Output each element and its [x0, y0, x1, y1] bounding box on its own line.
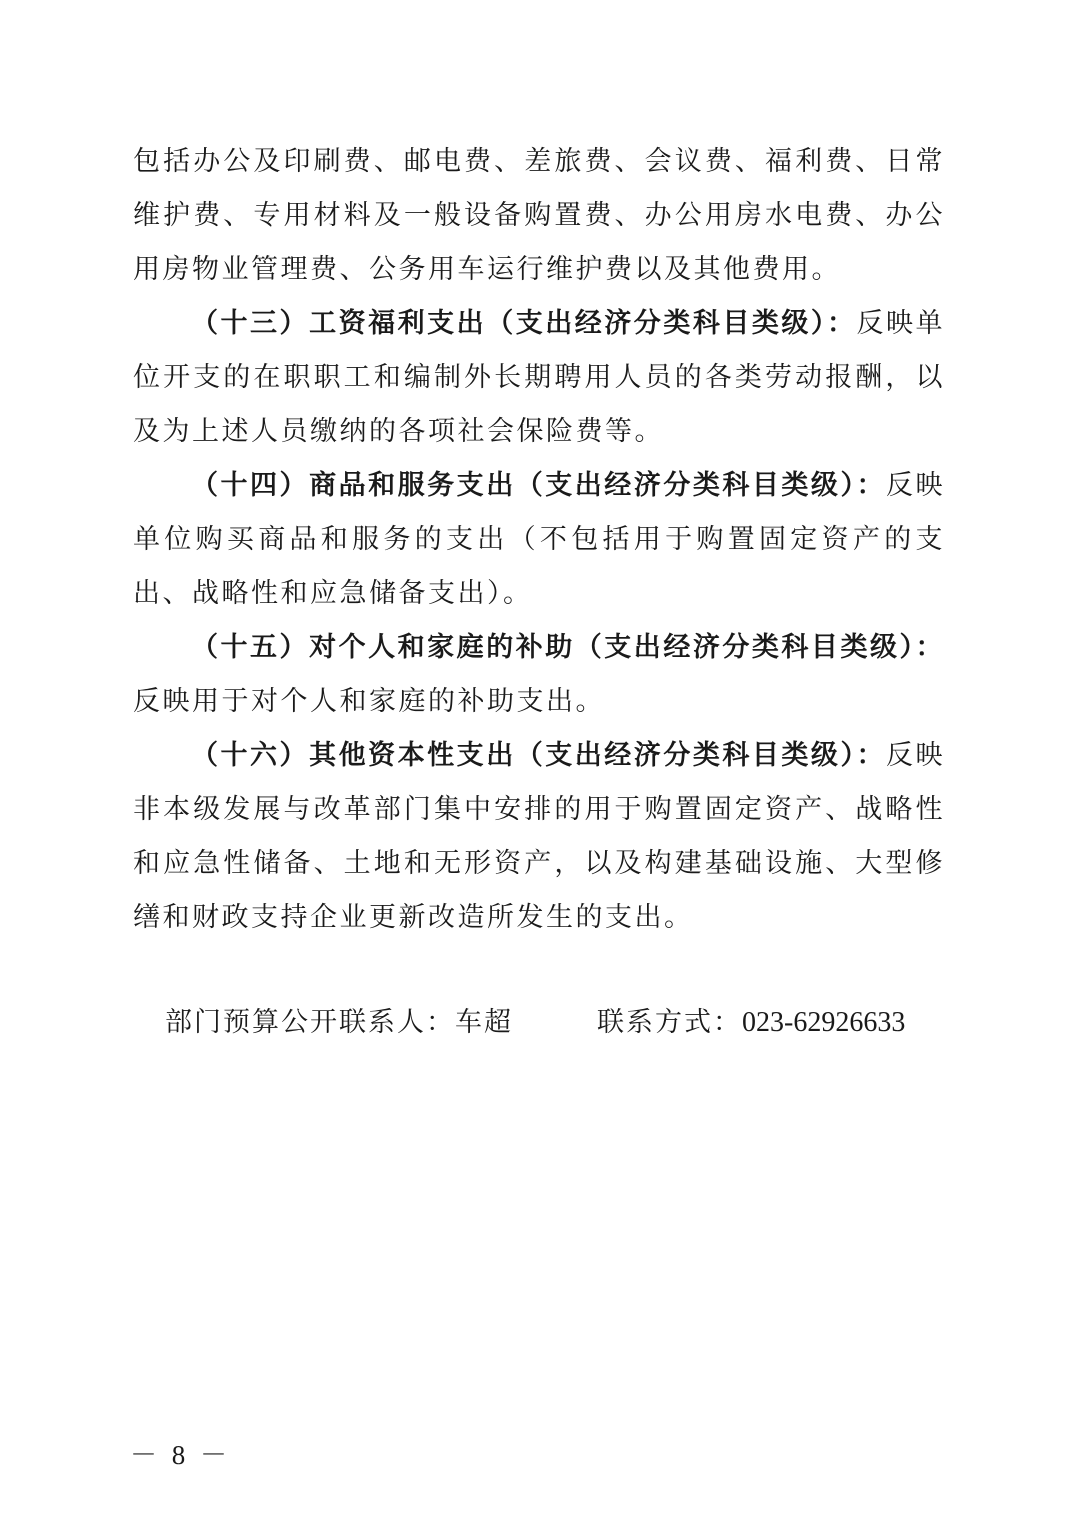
contact-line: [165, 996, 945, 1050]
contact-person-name: 车超: [455, 1007, 513, 1038]
paragraph-goods-services: [133, 459, 945, 621]
contact-phone: [597, 1007, 905, 1038]
paragraph-text: 反映单位开支的在职职工和编制外长期聘用人员的各类劳动报酬，以及为上述人员缴纳的各项社会保险费等。: [133, 308, 946, 447]
paragraph-wage-welfare: [133, 297, 945, 459]
contact-phone-value: 023-62926633: [742, 1007, 906, 1038]
paragraph-continued-expenses: [133, 135, 945, 297]
paragraph-text: 反映非本级发展与改革部门集中安排的用于购置固定资产、战略性和应急性储备、土地和无形资产，以及构建基础设施、大型修缮和财政支持企业更新改造所发生的支出。: [133, 740, 946, 933]
paragraph-text: 反映用于对个人和家庭的补助支出。: [133, 686, 605, 717]
paragraph-heading: （十五）对个人和家庭的补助（支出经济分类科目类级）：: [191, 632, 945, 663]
paragraph-heading: （十三）工资福利支出（支出经济分类科目类级）：: [191, 308, 857, 339]
paragraph-other-capital: [133, 729, 945, 945]
contact-person-label: 部门预算公开联系人：: [165, 1007, 455, 1038]
paragraph-text: 反映单位购买商品和服务的支出（不包括用于购置固定资产的支出、战略性和应急储备支出）。: [133, 470, 946, 609]
paragraph-heading: （十六）其他资本性支出（支出经济分类科目类级）：: [191, 740, 886, 771]
contact-phone-label: 联系方式：: [597, 1007, 742, 1038]
contact-person: [165, 996, 597, 1050]
paragraph-household-subsidy: [133, 621, 945, 729]
paragraph-heading: （十四）商品和服务支出（支出经济分类科目类级）：: [191, 470, 886, 501]
paragraph-text: 包括办公及印刷费、邮电费、差旅费、会议费、福利费、日常维护费、专用材料及一般设备购置费、办公用房水电费、办公用房物业管理费、公务用车运行维护费以及其他费用。: [133, 146, 945, 285]
document-body: [133, 135, 945, 945]
page-number: － 8 －: [130, 1440, 231, 1470]
